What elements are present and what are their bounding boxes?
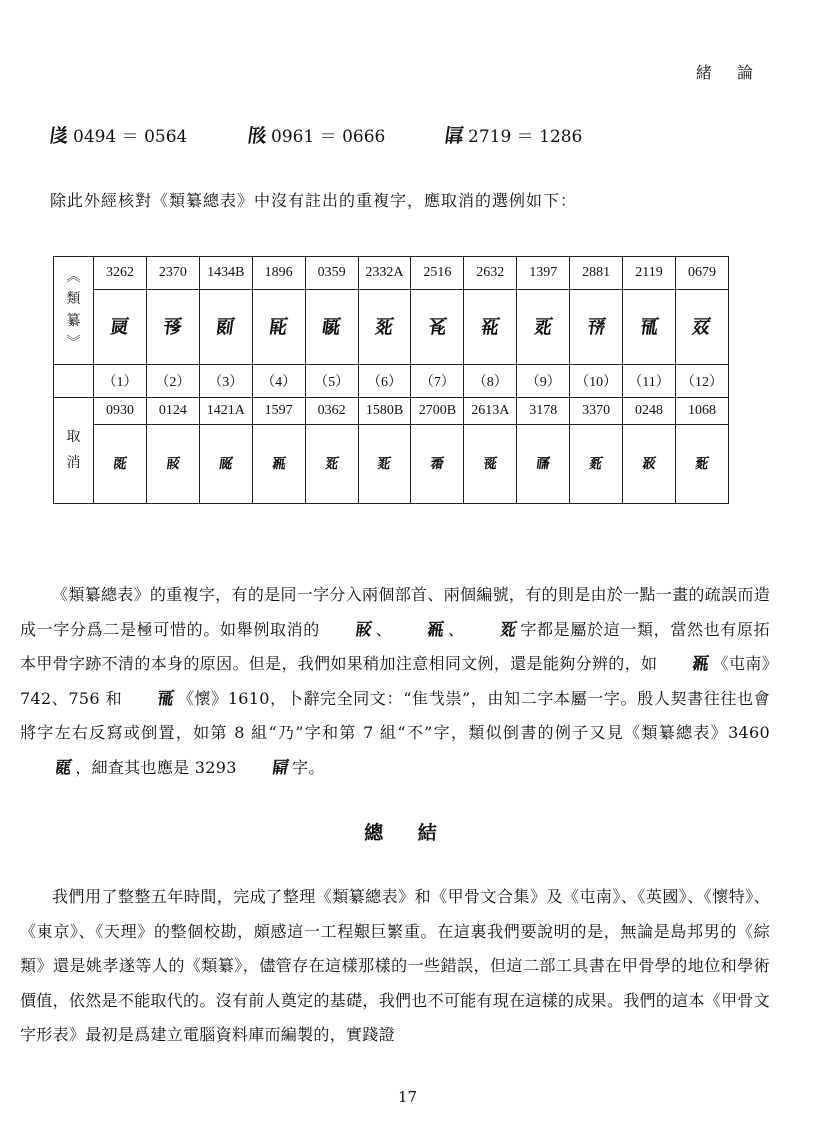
sequence-row-cell: （6）	[358, 365, 411, 398]
sequence-row	[54, 365, 729, 398]
top-glyph-row-cell	[675, 290, 728, 365]
oracle-glyph-icon: 𗀛	[270, 757, 291, 778]
top-code-row-cell: 1397	[517, 257, 570, 290]
bottom-glyph-row-cell	[252, 425, 305, 504]
intro-sentence: 除此外經核對《類纂總表》中沒有註出的重複字，應取消的選例如下：	[50, 191, 578, 210]
oracle-glyph-icon: 𗀓	[429, 455, 446, 472]
oracle-glyph-icon: 𗀉	[532, 316, 555, 338]
text-run: 字都是屬於這一類，當然也有原拓本甲骨字跡不清的本身的原因。但是，我們如果稍加注意相同文例，還是能夠分辨的，如	[20, 619, 770, 673]
oracle-glyph-icon: 𗀐	[270, 455, 287, 472]
paragraph-2-text: 我們用了整整五年時間，完成了整理《類纂總表》和《甲骨文合集》及《屯南》、《英國》、《懷特》、《東京》、《天理》的整個校勘，頗感這一工程艱巨繁重。在這裏我們要說明的是，無論是島邦男的《綜類》還是姚孝遂等人的《類纂》，儘管存在這樣那樣的一些錯誤，但這二部工具書在甲骨學的地位和學術價值，依然是不能取代的。沒有前人奠定的基礎，我們也不可能有現在這樣的成果。我們的這本《甲骨文字形表》最初是爲建立電腦資料庫而編製的，實踐證	[20, 887, 770, 1044]
oracle-glyph-icon: 𗁇	[443, 125, 466, 147]
top-code-row-cell: 0679	[675, 257, 728, 290]
label-char: 類	[66, 291, 81, 307]
top-code-row-cell: 0359	[305, 257, 358, 290]
oracle-glyph-icon: 𗀆	[373, 316, 396, 338]
table-top-section	[54, 257, 729, 504]
oracle-glyph-icon: 𗀒	[376, 455, 393, 472]
bottom-glyph-row-cell	[199, 425, 252, 504]
top-glyph-row-cell	[411, 290, 464, 365]
section-title: 總 結	[364, 822, 451, 844]
equation-text: 2719 ＝ 1286	[468, 127, 583, 147]
top-glyph-row-cell	[570, 290, 623, 365]
oracle-glyph-icon: 𗀊	[585, 316, 608, 338]
oracle-glyph-icon: 𗀌	[690, 316, 714, 338]
text-run: 《屯南》742、756 和	[20, 654, 771, 708]
top-glyph-row	[54, 290, 729, 365]
oracle-glyph-icon: 𗁆	[246, 125, 269, 147]
oracle-glyph-icon: 𗀔	[482, 455, 499, 472]
oracle-glyph-icon: 𗀏	[217, 455, 234, 472]
oracle-glyph-icon: 𗀐	[690, 654, 712, 674]
oracle-glyph-icon: 𗀑	[323, 455, 340, 472]
top-code-row-cell: 2632	[464, 257, 517, 290]
oracle-glyph-icon: 𗀁	[108, 316, 131, 338]
top-glyph-row-cell	[252, 290, 305, 365]
bottom-glyph-row-cell	[675, 425, 728, 504]
top-code-row-cell: 1896	[252, 257, 305, 290]
oracle-glyph-icon: 𗀘	[693, 455, 711, 472]
equation-3	[445, 122, 582, 147]
oracle-glyph-icon: 𗀚	[53, 757, 74, 778]
top-code-row-cell: 3262	[94, 257, 147, 290]
oracle-glyph-icon: 𗀕	[535, 455, 552, 472]
bottom-code-row-cell: 2700B	[411, 398, 464, 425]
top-glyph-row-cell	[94, 290, 147, 365]
bottom-glyph-row-cell	[517, 425, 570, 504]
bottom-code-row-cell: 1421A	[199, 398, 252, 425]
text-run: 、	[447, 619, 465, 639]
bottom-glyph-row-cell	[623, 425, 676, 504]
oracle-glyph-icon: 𗀐	[425, 619, 447, 640]
top-glyph-row-cell	[199, 290, 252, 365]
label-char: 纂	[66, 313, 81, 329]
bottom-code-row-cell: 0362	[305, 398, 358, 425]
bottom-code-row-cell: 0248	[623, 398, 676, 425]
bottom-code-row-cell: 1580B	[358, 398, 411, 425]
row-label-leizuan	[54, 257, 94, 365]
bottom-glyph-row	[54, 425, 729, 504]
equation-row	[50, 122, 770, 152]
oracle-glyph-icon: 𗀍	[111, 455, 129, 472]
equation-2	[248, 122, 385, 147]
sequence-row-cell: （10）	[570, 365, 623, 398]
bottom-glyph-row-cell	[305, 425, 358, 504]
text-run: 《類纂總表》的重複字，有的是同一字分入兩個部首、兩個編號，有的則是由於一點一畫的疏誤而造成一字分爲二是極可惜的。如舉例取消的	[20, 585, 770, 639]
sequence-row-cell: （2）	[146, 365, 199, 398]
bottom-glyph-row-cell	[94, 425, 147, 504]
top-code-row	[54, 257, 729, 290]
top-code-row-cell: 2332A	[358, 257, 411, 290]
sequence-row-cell: （3）	[199, 365, 252, 398]
oracle-glyph-icon: 𗀂	[161, 316, 184, 338]
label-char: ︾	[66, 335, 81, 351]
top-glyph-row-cell	[623, 290, 676, 365]
oracle-glyph-icon: 𗀄	[267, 316, 290, 338]
seq-label-empty	[54, 365, 94, 398]
paragraph-1	[20, 578, 770, 785]
oracle-glyph-icon: 𗀗	[640, 455, 658, 472]
bottom-code-row	[54, 398, 729, 425]
bottom-glyph-row-cell	[570, 425, 623, 504]
bottom-code-row-cell: 0124	[146, 398, 199, 425]
sequence-row-cell: （12）	[675, 365, 728, 398]
bottom-code-row-cell: 3178	[517, 398, 570, 425]
bottom-code-row-cell: 0930	[94, 398, 147, 425]
oracle-glyph-icon: 𗀑	[498, 619, 519, 640]
text-run: 字。	[292, 757, 325, 777]
bottom-glyph-row-cell	[358, 425, 411, 504]
sequence-row-cell: （8）	[464, 365, 517, 398]
bottom-glyph-row-cell	[146, 425, 199, 504]
oracle-glyph-icon: 𗁅	[48, 125, 71, 147]
bottom-code-row-cell: 2613A	[464, 398, 517, 425]
oracle-glyph-icon: 𗀖	[587, 455, 605, 472]
row-label-quxiao	[54, 398, 94, 504]
label-char: 取	[66, 429, 81, 445]
text-run: ，細查其也應是 3293	[75, 757, 237, 777]
oracle-glyph-icon: 𗀇	[426, 316, 449, 338]
top-glyph-row-cell	[305, 290, 358, 365]
sequence-row-cell: （5）	[305, 365, 358, 398]
label-char: ︽	[66, 269, 81, 285]
oracle-glyph-icon: 𗀙	[155, 688, 176, 709]
equation-1	[50, 122, 187, 147]
oracle-glyph-icon: 𗀈	[479, 316, 502, 338]
top-code-row-cell: 1434B	[199, 257, 252, 290]
sequence-row-cell: （1）	[94, 365, 147, 398]
sequence-row-cell: （11）	[623, 365, 676, 398]
page-number: 17	[397, 1088, 418, 1106]
top-glyph-row-cell	[146, 290, 199, 365]
top-glyph-row-cell	[517, 290, 570, 365]
label-char: 消	[66, 455, 81, 471]
paragraph-2	[20, 880, 770, 1053]
bottom-glyph-row-cell	[464, 425, 517, 504]
top-code-row-cell: 2370	[146, 257, 199, 290]
bottom-code-row-cell: 1597	[252, 398, 305, 425]
oracle-glyph-icon: 𗀎	[164, 455, 181, 472]
bottom-code-row-cell: 1068	[675, 398, 728, 425]
sequence-row-cell: （4）	[252, 365, 305, 398]
top-code-row-cell: 2119	[623, 257, 676, 290]
oracle-glyph-icon: 𗀅	[320, 316, 343, 338]
comparison-table	[53, 256, 729, 504]
top-code-row-cell: 2881	[570, 257, 623, 290]
running-header: 緒 論	[695, 63, 763, 82]
oracle-glyph-icon: 𗀃	[214, 316, 237, 338]
oracle-glyph-icon: 𗀎	[353, 619, 374, 640]
sequence-row-cell: （9）	[517, 365, 570, 398]
bottom-glyph-row-cell	[411, 425, 464, 504]
equation-text: 0961 ＝ 0666	[271, 127, 386, 147]
top-glyph-row-cell	[358, 290, 411, 365]
bottom-code-row-cell: 3370	[570, 398, 623, 425]
sequence-row-cell: （7）	[411, 365, 464, 398]
text-run: 、	[375, 619, 393, 639]
equation-text: 0494 ＝ 0564	[73, 127, 188, 147]
top-glyph-row-cell	[464, 290, 517, 365]
oracle-glyph-icon: 𗀋	[637, 316, 661, 338]
top-code-row-cell: 2516	[411, 257, 464, 290]
text-run: 《懷》1610，卜辭完全同文：“隹𢦏祟”，由知二字本屬一字。殷人契書往往也會將字左右反寫或倒置，如第 8 組“乃”字和第 7 組“不”字，類似倒書的例子又見《類纂總表》3460	[20, 688, 770, 742]
